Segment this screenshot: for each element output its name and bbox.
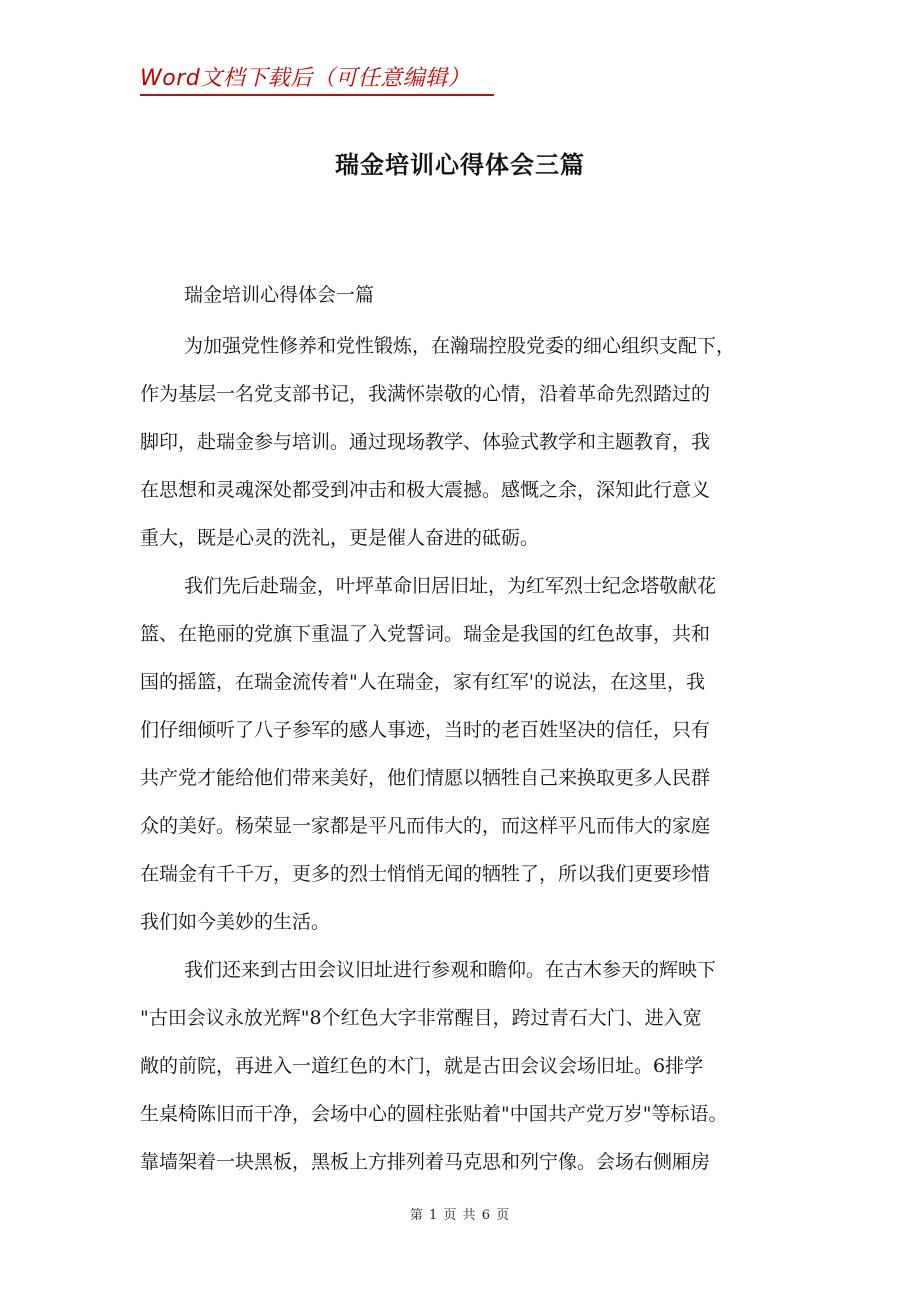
section-heading: 瑞金培训心得体会一篇 [184,284,375,306]
paragraph-line: 国的摇篮，在瑞金流传着"人在瑞金，家有红军'的说法，在这里，我 [140,671,705,693]
paragraph-line: 敞的前院，再进入一道红色的木门，就是古田会议会场旧址。6排学 [140,1055,704,1077]
document-title: 瑞金培训心得体会三篇 [335,150,585,179]
page-number: 第 1 页 共 6 页 [409,1208,511,1223]
download-banner [140,62,494,96]
paragraph-line: 为加强党性修养和党性锻炼，在瀚瑞控股党委的细心组织支配下， [184,335,736,357]
paragraph-line: 靠墙架着一块黑板，黑板上方排列着马克思和列宁像。会场右侧厢房 [140,1151,711,1173]
paragraph-line: 在瑞金有千千万，更多的烈士悄悄无闻的牺牲了，所以我们更要珍惜 [140,863,711,885]
paragraph-line: 篮、在艳丽的党旗下重温了入党誓词。瑞金是我国的红色故事，共和 [140,623,711,645]
paragraph-line: 共产党才能给他们带来美好，他们情愿以牺牲自己来换取更多人民群 [140,767,711,789]
paragraph-line: 我们如今美妙的生活。 [140,911,331,933]
paragraph-line: 脚印，赴瑞金参与培训。通过现场教学、体验式教学和主题教育，我 [140,431,711,453]
paragraph-line: "古田会议永放光辉"8个红色大字非常醒目，跨过青石大门、进入宽 [140,1007,702,1029]
paragraph-line: 生桌椅陈旧而干净，会场中心的圆柱张贴着"中国共产党万岁"等标语。 [140,1103,728,1125]
download-banner-text: Word文档下载后（可任意编辑） [140,66,471,91]
paragraph-line: 重大，既是心灵的洗礼，更是催人奋进的砥砺。 [140,527,540,549]
paragraph-3 [140,946,800,1186]
paragraph-line: 我们先后赴瑞金，叶坪革命旧居旧址，为红军烈士纪念塔敬献花 [184,575,717,597]
paragraph-line: 们仔细倾听了八子参军的感人事迹，当时的老百姓坚决的信任，只有 [140,719,711,741]
paragraph-2 [140,562,800,946]
paragraph-1 [140,322,800,562]
paragraph-line: 在思想和灵魂深处都受到冲击和极大震撼。感慨之余，深知此行意义 [140,479,711,501]
paragraph-line: 我们还来到古田会议旧址进行参观和瞻仰。在古木参天的辉映下 [184,959,717,981]
paragraph-line: 作为基层一名党支部书记，我满怀崇敬的心情，沿着革命先烈踏过的 [140,383,711,405]
paragraph-line: 众的美好。杨荣显一家都是平凡而伟大的，而这样平凡而伟大的家庭 [140,815,711,837]
